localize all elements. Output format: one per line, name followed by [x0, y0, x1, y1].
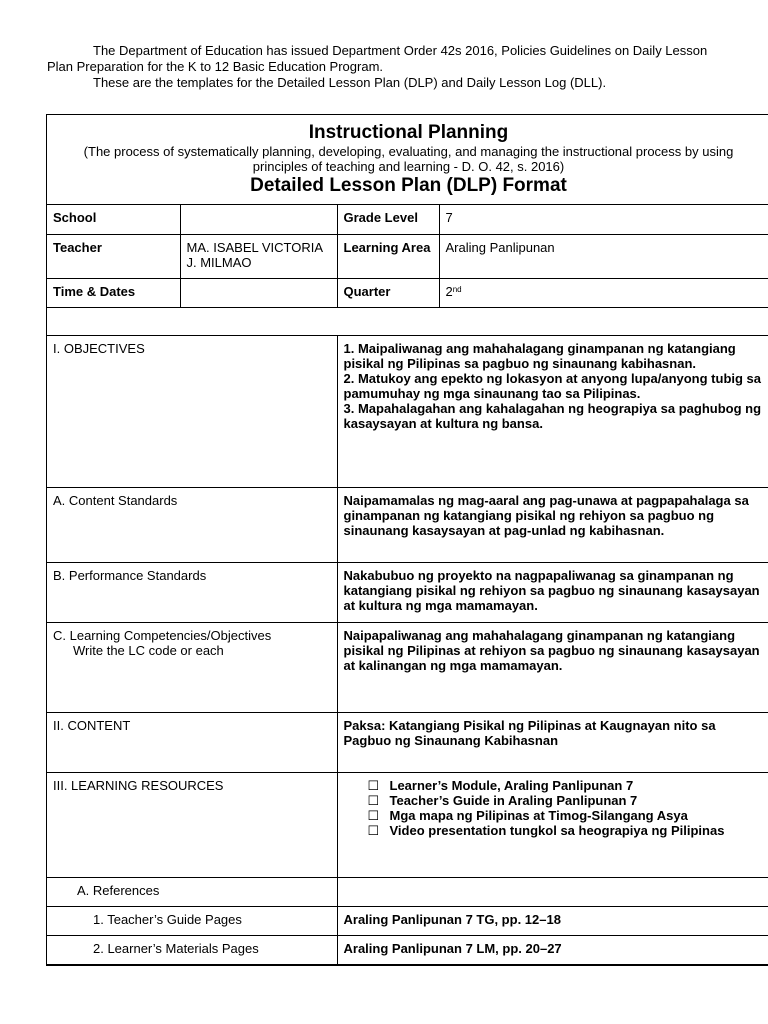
performance-standards-label: B. Performance Standards — [47, 562, 337, 622]
intro-paragraph-1: The Department of Education has issued Department Order 42s 2016, Policies Guidelines on Daily Lesson Plan Preparation for the K to 12 Basic Education Program. — [47, 43, 708, 74]
competencies-title: C. Learning Competencies/Objectives — [53, 627, 272, 643]
tg-pages-value: Araling Panlipunan 7 TG, pp. 12–18 — [337, 906, 768, 935]
checkbox-icon: ☐ — [367, 792, 380, 808]
objective-item: 2. Matukoy ang epekto ng lokasyon at anyong lupa/anyong tubig sa pamumuhay ng mga sinaunang tao sa Pilipinas. — [343, 370, 762, 401]
resource-text: Teacher’s Guide in Araling Panlipunan 7 — [389, 792, 638, 808]
competencies-sublabel: Write the LC code or each — [73, 642, 224, 658]
dlp-table — [47, 205, 768, 965]
content-value: Paksa: Katangiang Pisikal ng Pilipinas at Kaugnayan nito sa Pagbuo ng Sinaunang Kabihasnan — [337, 712, 768, 772]
objective-item: 1. Maipaliwanag ang mahahalagang ginampanan ng katangiang pisikal ng Pilipinas sa pagbuo ng sinaunang kabihasnan. — [343, 340, 736, 371]
references-label: A. References — [47, 877, 337, 906]
quarter-label: Quarter — [337, 278, 439, 307]
resource-item — [368, 793, 767, 808]
school-value — [180, 205, 337, 234]
learning-area-label: Learning Area — [337, 234, 439, 278]
intro-text — [47, 43, 727, 91]
resource-text: Mga mapa ng Pilipinas at Timog-Silangang Asya — [389, 807, 688, 823]
learning-resources-label: III. LEARNING RESOURCES — [47, 772, 337, 877]
format-title: Detailed Lesson Plan (DLP) Format — [250, 175, 567, 196]
resource-item — [368, 808, 767, 823]
references-value — [337, 877, 768, 906]
performance-standards-value: Nakabubuo ng proyekto na nagpapaliwanag sa ginampanan ng katangiang pisikal ng rehiyon sa pagbuo ng sinaunang kasaysayan at kultura ng mga mamamayan. — [337, 562, 768, 622]
content-standards-label: A. Content Standards — [47, 487, 337, 562]
objective-item: 3. Mapahalagahan ang kahalagahan ng heograpiya sa paghubog ng kasaysayan at kultura ng bansa. — [343, 400, 762, 431]
checkbox-icon: ☐ — [367, 807, 380, 823]
quarter-value — [439, 278, 768, 307]
tg-pages-label: 1. Teacher’s Guide Pages — [47, 906, 337, 935]
grade-level-label: Grade Level — [337, 205, 439, 234]
resource-item — [368, 778, 767, 793]
checkbox-icon: ☐ — [367, 777, 380, 793]
checkbox-icon: ☐ — [367, 822, 380, 838]
content-standards-value: Naipamamalas ng mag-aaral ang pag-unawa at pagpapahalaga sa ginampanan ng katangiang pisikal ng rehiyon sa pagbuo ng sinaunang kasaysayan at pag-unlad ng kabihasnan. — [337, 487, 768, 562]
competencies-label — [47, 622, 337, 712]
dlp-form — [46, 114, 768, 966]
quarter-number: 2 — [445, 283, 453, 299]
learning-area-value: Araling Panlipunan — [439, 234, 768, 278]
resource-item — [368, 823, 767, 838]
form-subtitle: (The process of systematically planning, developing, evaluating, and managing the instructional process by using principles of teaching and learning - D. O. 42, s. 2016) — [83, 144, 734, 174]
lm-pages-value: Araling Panlipunan 7 LM, pp. 20–27 — [337, 935, 768, 964]
objectives-label: I. OBJECTIVES — [47, 335, 337, 487]
time-dates-label: Time & Dates — [47, 278, 180, 307]
teacher-label: Teacher — [47, 234, 180, 278]
quarter-ordinal: nd — [452, 284, 462, 294]
school-label: School — [47, 205, 180, 234]
learning-resources-list — [337, 772, 768, 877]
form-title: Instructional Planning — [308, 122, 509, 143]
objectives-list — [337, 335, 768, 487]
time-dates-value — [180, 278, 337, 307]
teacher-value: MA. ISABEL VICTORIA J. MILMAO — [180, 234, 337, 278]
form-header — [47, 115, 768, 205]
spacer-row — [47, 307, 768, 335]
resource-text: Learner’s Module, Araling Panlipunan 7 — [389, 777, 634, 793]
intro-paragraph-2: These are the templates for the Detailed Lesson Plan (DLP) and Daily Lesson Log (DLL). — [93, 75, 607, 90]
lm-pages-label: 2. Learner’s Materials Pages — [47, 935, 337, 964]
competencies-value: Naipapaliwanag ang mahahalagang ginampanan ng katangiang pisikal ng Pilipinas at rehiyon sa pagbuo ng sinaunang kasaysayan at kalinangan ng mga mamamayan. — [337, 622, 768, 712]
content-label: II. CONTENT — [47, 712, 337, 772]
grade-level-value: 7 — [439, 205, 768, 234]
resource-text: Video presentation tungkol sa heograpiya ng Pilipinas — [389, 822, 725, 838]
